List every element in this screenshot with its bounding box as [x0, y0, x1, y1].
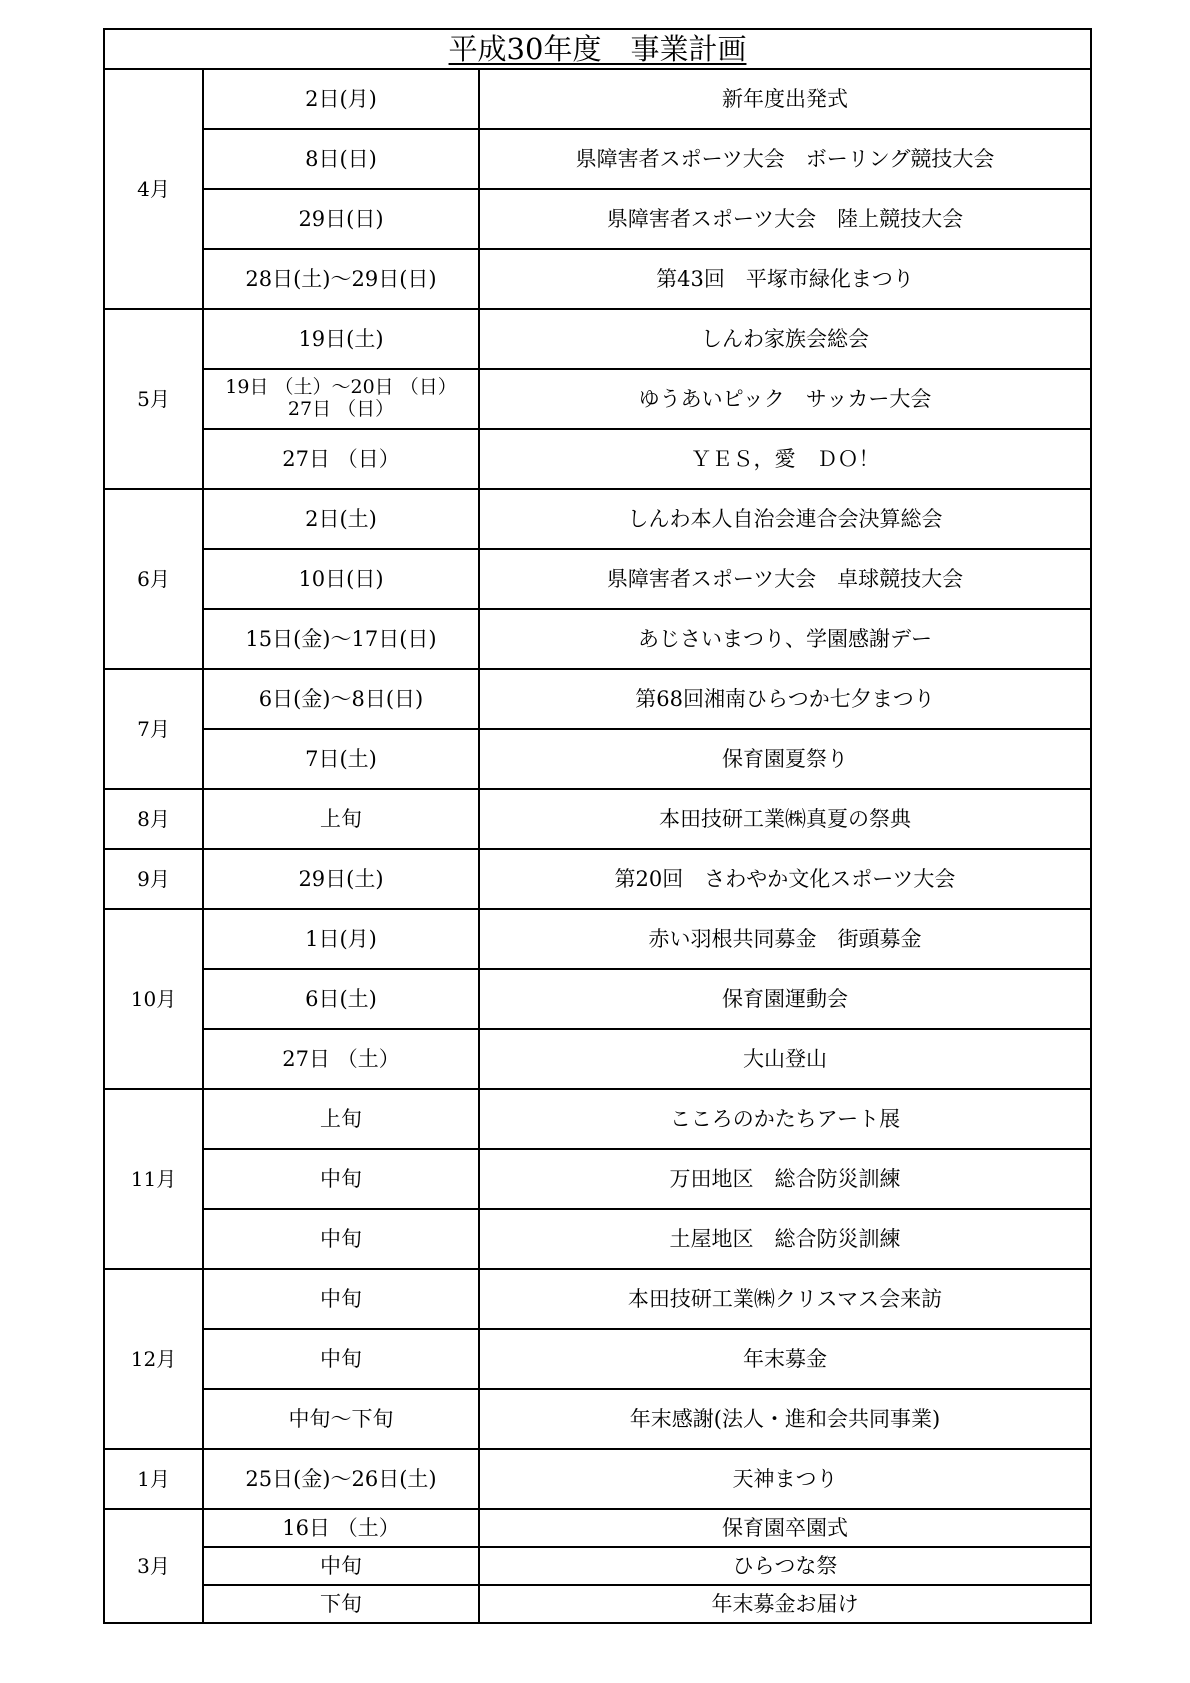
event-cell: 本田技研工業㈱クリスマス会来訪: [479, 1269, 1091, 1329]
table-row: [104, 669, 1091, 729]
date-line: 25日(金)～26日(土): [245, 1466, 437, 1491]
table-row: [104, 909, 1091, 969]
date-cell: [203, 1149, 479, 1209]
event-plan-table: [103, 28, 1092, 1624]
date-line: 27日 （日）: [287, 398, 395, 420]
table-row: [104, 789, 1091, 849]
table-row: [104, 189, 1091, 249]
date-cell: [203, 789, 479, 849]
date-cell: [203, 1029, 479, 1089]
date-cell: [203, 909, 479, 969]
event-cell: 大山登山: [479, 1029, 1091, 1089]
date-line: 中旬: [320, 1346, 362, 1371]
event-cell: 県障害者スポーツ大会 卓球競技大会: [479, 549, 1091, 609]
event-cell: 土屋地区 総合防災訓練: [479, 1209, 1091, 1269]
event-cell: しんわ本人自治会連合会決算総会: [479, 489, 1091, 549]
month-cell: 5月: [104, 309, 203, 489]
table-row: [104, 1389, 1091, 1449]
date-cell: [203, 969, 479, 1029]
title-row: [104, 29, 1091, 69]
event-cell: 県障害者スポーツ大会 陸上競技大会: [479, 189, 1091, 249]
event-cell: こころのかたちアート展: [479, 1089, 1091, 1149]
event-cell: 保育園夏祭り: [479, 729, 1091, 789]
date-line: 8日(日): [305, 146, 377, 171]
event-cell: 第20回 さわやか文化スポーツ大会: [479, 849, 1091, 909]
event-cell: あじさいまつり、学園感謝デー: [479, 609, 1091, 669]
event-cell: 第43回 平塚市緑化まつり: [479, 249, 1091, 309]
date-line: 中旬: [320, 1226, 362, 1251]
date-cell: [203, 1585, 479, 1623]
table-row: [104, 429, 1091, 489]
date-line: 1日(月): [305, 926, 377, 951]
date-cell: [203, 1089, 479, 1149]
date-cell: [203, 369, 479, 429]
date-cell: [203, 1269, 479, 1329]
date-cell: [203, 1329, 479, 1389]
table-row: [104, 369, 1091, 429]
date-line: 10日(日): [298, 566, 384, 591]
date-cell: [203, 69, 479, 129]
date-line: 16日 （土）: [282, 1515, 400, 1540]
date-line: 29日(日): [298, 206, 384, 231]
month-cell: 8月: [104, 789, 203, 849]
table-row: [104, 729, 1091, 789]
table-row: [104, 1547, 1091, 1585]
event-cell: 天神まつり: [479, 1449, 1091, 1509]
date-line: 28日(土)～29日(日): [245, 266, 437, 291]
date-cell: [203, 1547, 479, 1585]
date-line: 中旬～下旬: [288, 1406, 394, 1431]
date-line: 中旬: [320, 1166, 362, 1191]
date-line: 6日(土): [305, 986, 377, 1011]
date-line: 下旬: [320, 1591, 362, 1616]
event-cell: しんわ家族会総会: [479, 309, 1091, 369]
date-cell: [203, 489, 479, 549]
date-line: 中旬: [320, 1286, 362, 1311]
date-line: 2日(月): [305, 86, 377, 111]
table-row: [104, 969, 1091, 1029]
event-cell: ＹＥＳ，愛 ＤＯ！: [479, 429, 1091, 489]
date-line: 15日(金)～17日(日): [245, 626, 437, 651]
table-row: [104, 1029, 1091, 1089]
month-cell: 6月: [104, 489, 203, 669]
date-cell: [203, 669, 479, 729]
table-row: [104, 69, 1091, 129]
event-cell: 保育園運動会: [479, 969, 1091, 1029]
date-cell: [203, 1509, 479, 1547]
date-line: 2日(土): [305, 506, 377, 531]
date-cell: [203, 189, 479, 249]
event-cell: 県障害者スポーツ大会 ボーリング競技大会: [479, 129, 1091, 189]
date-line: 27日 （土）: [282, 1046, 400, 1071]
table-row: [104, 1089, 1091, 1149]
date-line: 上旬: [320, 806, 362, 831]
table-row: [104, 309, 1091, 369]
event-cell: 第68回湘南ひらつか七夕まつり: [479, 669, 1091, 729]
event-cell: 万田地区 総合防災訓練: [479, 1149, 1091, 1209]
table-row: [104, 1585, 1091, 1623]
date-cell: [203, 129, 479, 189]
date-cell: [203, 429, 479, 489]
date-line: 29日(土): [298, 866, 384, 891]
date-line: 7日(土): [305, 746, 377, 771]
date-cell: [203, 609, 479, 669]
event-cell: ひらつな祭: [479, 1547, 1091, 1585]
date-line: 19日(土): [298, 326, 384, 351]
page-title: 平成30年度 事業計画: [448, 31, 747, 66]
event-cell: 年末感謝(法人・進和会共同事業): [479, 1389, 1091, 1449]
event-cell: 赤い羽根共同募金 街頭募金: [479, 909, 1091, 969]
month-cell: 1月: [104, 1449, 203, 1509]
event-cell: 新年度出発式: [479, 69, 1091, 129]
date-line: 19日 （土）～20日 （日）: [225, 376, 457, 399]
month-cell: 10月: [104, 909, 203, 1089]
date-line: 中旬: [320, 1553, 362, 1578]
table-row: [104, 1269, 1091, 1329]
month-cell: 3月: [104, 1509, 203, 1623]
title-cell: [104, 29, 1091, 69]
event-cell: 年末募金: [479, 1329, 1091, 1389]
date-cell: [203, 1449, 479, 1509]
date-cell: [203, 249, 479, 309]
event-cell: ゆうあいピック サッカー大会: [479, 369, 1091, 429]
table-row: [104, 1509, 1091, 1547]
event-cell: 保育園卒園式: [479, 1509, 1091, 1547]
month-cell: 7月: [104, 669, 203, 789]
table-row: [104, 1329, 1091, 1389]
date-line: 27日 （日）: [282, 446, 400, 471]
date-cell: [203, 309, 479, 369]
date-line: 上旬: [320, 1106, 362, 1131]
date-cell: [203, 1389, 479, 1449]
date-cell: [203, 1209, 479, 1269]
date-cell: [203, 729, 479, 789]
table-row: [104, 1449, 1091, 1509]
month-cell: 4月: [104, 69, 203, 309]
table-row: [104, 1209, 1091, 1269]
table-row: [104, 609, 1091, 669]
event-cell: 本田技研工業㈱真夏の祭典: [479, 789, 1091, 849]
month-cell: 11月: [104, 1089, 203, 1269]
event-cell: 年末募金お届け: [479, 1585, 1091, 1623]
table-row: [104, 129, 1091, 189]
date-cell: [203, 849, 479, 909]
date-cell: [203, 549, 479, 609]
table-row: [104, 249, 1091, 309]
date-line: 6日(金)～8日(日): [258, 686, 424, 711]
month-cell: 12月: [104, 1269, 203, 1449]
table-row: [104, 1149, 1091, 1209]
table-row: [104, 549, 1091, 609]
table-row: [104, 489, 1091, 549]
table-row: [104, 849, 1091, 909]
month-cell: 9月: [104, 849, 203, 909]
